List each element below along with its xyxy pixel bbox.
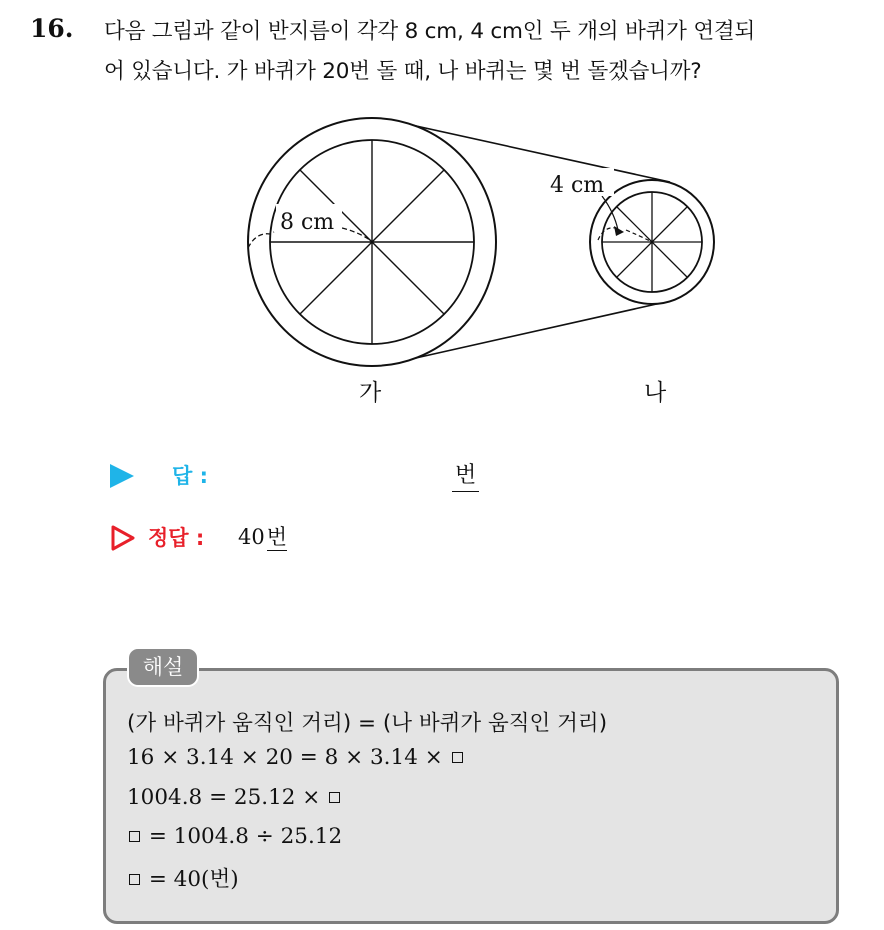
blank-box-icon <box>329 792 340 803</box>
wheels-figure <box>0 100 884 420</box>
correct-answer-label: 정답 : <box>148 526 205 550</box>
blank-box-icon <box>452 752 463 763</box>
explanation-line-3-text: 1004.8 = 25.12 × <box>127 785 328 810</box>
explanation-line-1: (가 바퀴가 움직인 거리) = (나 바퀴가 움직인 거리) <box>127 711 608 736</box>
correct-answer-number: 40 <box>238 525 265 549</box>
big-wheel <box>248 118 496 366</box>
explanation-line-2 <box>127 745 465 770</box>
answer-blank-unit[interactable]: 번 <box>452 458 479 492</box>
explanation-line-3 <box>127 785 342 810</box>
correct-answer-unit: 번 <box>266 525 288 549</box>
small-radius-label: 4 cm <box>550 173 605 198</box>
explanation-line-5-unit: 번 <box>209 867 231 892</box>
explanation-line-5-text: = 40( <box>142 867 210 892</box>
blank-box-icon <box>129 874 140 885</box>
answer-label: 답 : <box>172 464 208 488</box>
explanation-line-5 <box>127 862 239 893</box>
blank-box-icon <box>129 831 140 842</box>
explanation-tab: 해설 <box>127 647 199 687</box>
small-wheel <box>590 180 714 304</box>
explanation-line-4 <box>127 824 342 849</box>
big-wheel-name: 가 <box>359 380 382 406</box>
outline-triangle-icon <box>110 524 136 552</box>
question-text-line-1: 다음 그림과 같이 반지름이 각각 8 cm, 4 cm인 두 개의 바퀴가 연결되 <box>104 19 756 44</box>
big-radius-label: 8 cm <box>280 210 335 235</box>
correct-answer-row <box>110 520 530 556</box>
explanation-line-2-text: 16 × 3.14 × 20 = 8 × 3.14 × <box>127 745 450 770</box>
explanation-line-5-close: ) <box>230 867 239 892</box>
question-number: 16. <box>30 14 74 43</box>
small-wheel-name: 나 <box>644 380 667 406</box>
answer-row <box>110 458 530 494</box>
explanation-line-4-text: = 1004.8 ÷ 25.12 <box>142 824 343 849</box>
play-triangle-icon <box>110 464 134 488</box>
correct-answer-value <box>238 521 287 551</box>
question-text-line-2: 어 있습니다. 가 바퀴가 20번 돌 때, 나 바퀴는 몇 번 돌겠습니까? <box>104 59 702 84</box>
